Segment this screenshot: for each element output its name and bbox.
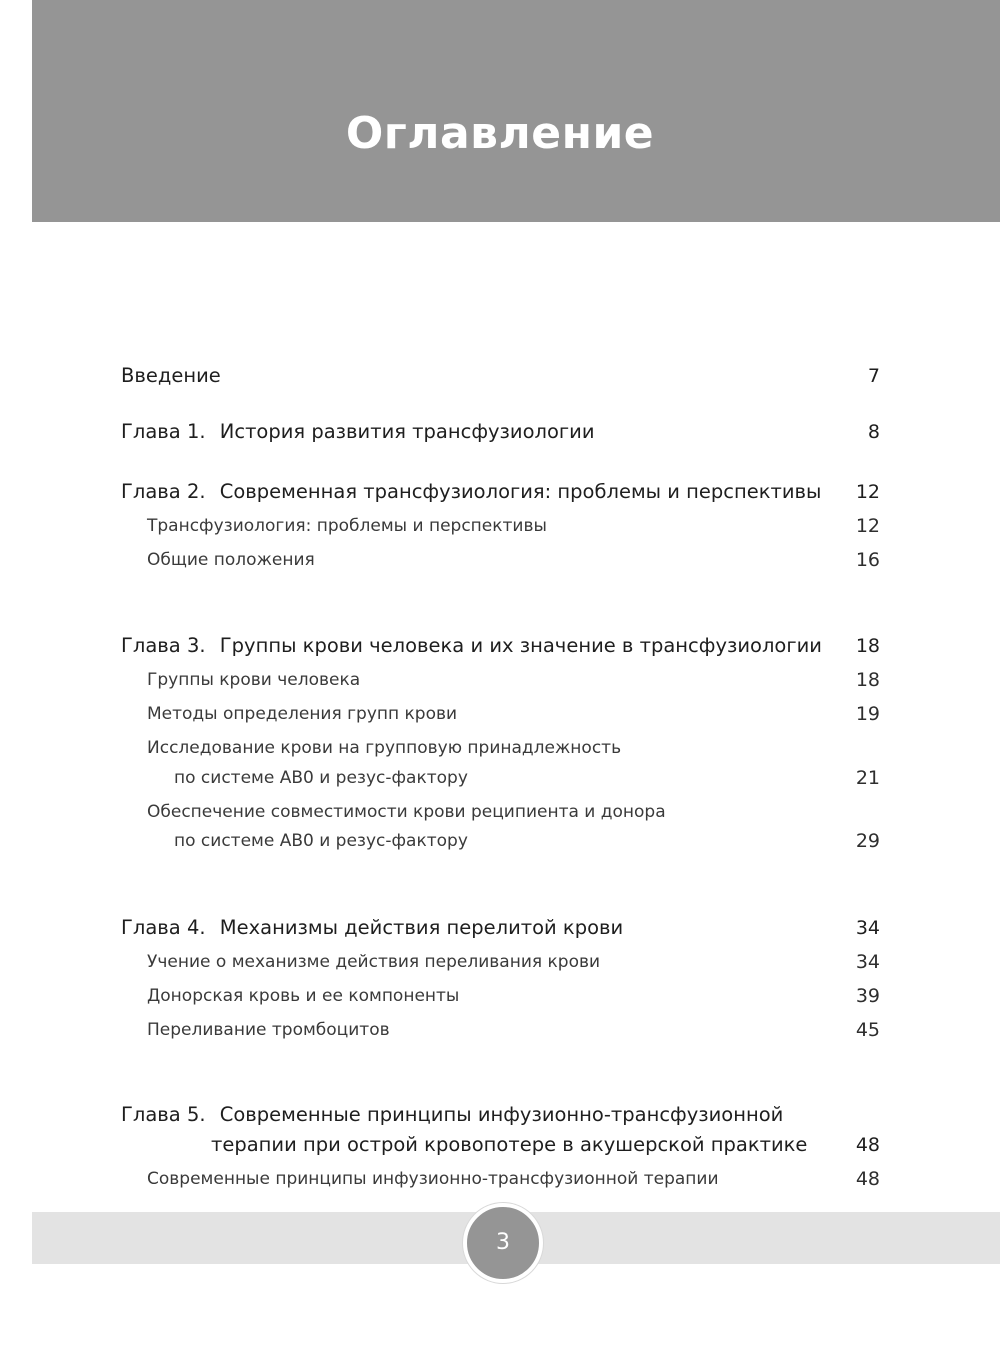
- toc-subentry[interactable]: [0, 1015, 1000, 1045]
- toc-chapter-1[interactable]: [0, 417, 1000, 447]
- toc-subentry-label: Методы определения групп крови: [147, 704, 458, 724]
- toc-entry-page: 12: [855, 481, 880, 503]
- toc-subentry-label: Учение о механизме действия переливания крови: [147, 952, 601, 972]
- toc-subentry-label: Общие положения: [147, 550, 315, 570]
- toc-chapter-2[interactable]: [0, 477, 1000, 507]
- toc-subentry[interactable]: [0, 665, 1000, 695]
- toc-subentry-label: Переливание тромбоцитов: [147, 1020, 390, 1040]
- toc-subentry[interactable]: [0, 545, 1000, 575]
- chapter-prefix: Глава 2.: [121, 480, 206, 503]
- toc-entry-intro[interactable]: [0, 361, 1000, 391]
- toc-entry-page: 45: [855, 1019, 880, 1041]
- toc-subentry[interactable]: [0, 733, 1000, 763]
- toc-subentry[interactable]: [0, 511, 1000, 541]
- toc-subentry[interactable]: [0, 797, 1000, 827]
- toc-entry-page: 21: [855, 767, 880, 789]
- toc-chapter-5-continuation[interactable]: [0, 1130, 1000, 1160]
- chapter-prefix: Глава 1.: [121, 420, 206, 443]
- toc-entry-page: 16: [855, 549, 880, 571]
- toc-subentry-continuation[interactable]: [0, 763, 1000, 793]
- toc-entry-page: 7: [867, 365, 880, 387]
- chapter-prefix: Глава 4.: [121, 916, 206, 939]
- toc-subentry[interactable]: [0, 981, 1000, 1011]
- toc-entry-page: 48: [855, 1168, 880, 1190]
- toc-subentry-label: Обеспечение совместимости крови реципиента и донора: [147, 802, 666, 822]
- toc-subentry-label: Исследование крови на групповую принадлежность: [147, 738, 622, 758]
- toc-chapter-3[interactable]: [0, 631, 1000, 661]
- chapter-title: История развития трансфузиологии: [219, 420, 595, 443]
- toc-subentry-label: Группы крови человека: [147, 670, 361, 690]
- toc-chapter-4[interactable]: [0, 913, 1000, 943]
- toc-subentry-label-cont: по системе АВ0 и резус-фактору: [174, 768, 468, 788]
- toc-entry-page: 29: [855, 830, 880, 852]
- toc-entry-page: 18: [855, 635, 880, 657]
- toc-entry-page: 34: [855, 917, 880, 939]
- toc-subentry-label: Современные принципы инфузионно-трансфузионной терапии: [147, 1169, 719, 1189]
- chapter-title-cont: терапии при острой кровопотере в акушерской практике: [211, 1133, 808, 1156]
- chapter-title: Группы крови человека и их значение в трансфузиологии: [219, 634, 822, 657]
- toc-subentry-label: Трансфузиология: проблемы и перспективы: [147, 516, 547, 536]
- toc-subentry-label-cont: по системе АВ0 и резус-фактору: [174, 831, 468, 851]
- toc-entry-label: Введение: [121, 364, 221, 387]
- toc-subentry-continuation[interactable]: [0, 826, 1000, 856]
- toc-entry-page: 8: [867, 421, 880, 443]
- toc-subentry[interactable]: [0, 699, 1000, 729]
- chapter-prefix: Глава 5.: [121, 1103, 206, 1126]
- toc-entry-page: 18: [855, 669, 880, 691]
- page-title: Оглавление: [345, 108, 655, 159]
- chapter-title: Современные принципы инфузионно-трансфузионной: [219, 1103, 784, 1126]
- toc-subentry[interactable]: [0, 1164, 1000, 1194]
- toc-subentry-label: Донорская кровь и ее компоненты: [147, 986, 460, 1006]
- toc-entry-page: 34: [855, 951, 880, 973]
- page-number: 3: [463, 1203, 543, 1283]
- chapter-title: Современная трансфузиология: проблемы и перспективы: [219, 480, 822, 503]
- toc-chapter-5[interactable]: [0, 1100, 1000, 1130]
- toc-entry-page: 12: [855, 515, 880, 537]
- toc-subentry[interactable]: [0, 947, 1000, 977]
- toc-entry-page: 19: [855, 703, 880, 725]
- toc-entry-page: 48: [855, 1134, 880, 1156]
- chapter-prefix: Глава 3.: [121, 634, 206, 657]
- toc-entry-page: 39: [855, 985, 880, 1007]
- chapter-title: Механизмы действия перелитой крови: [219, 916, 624, 939]
